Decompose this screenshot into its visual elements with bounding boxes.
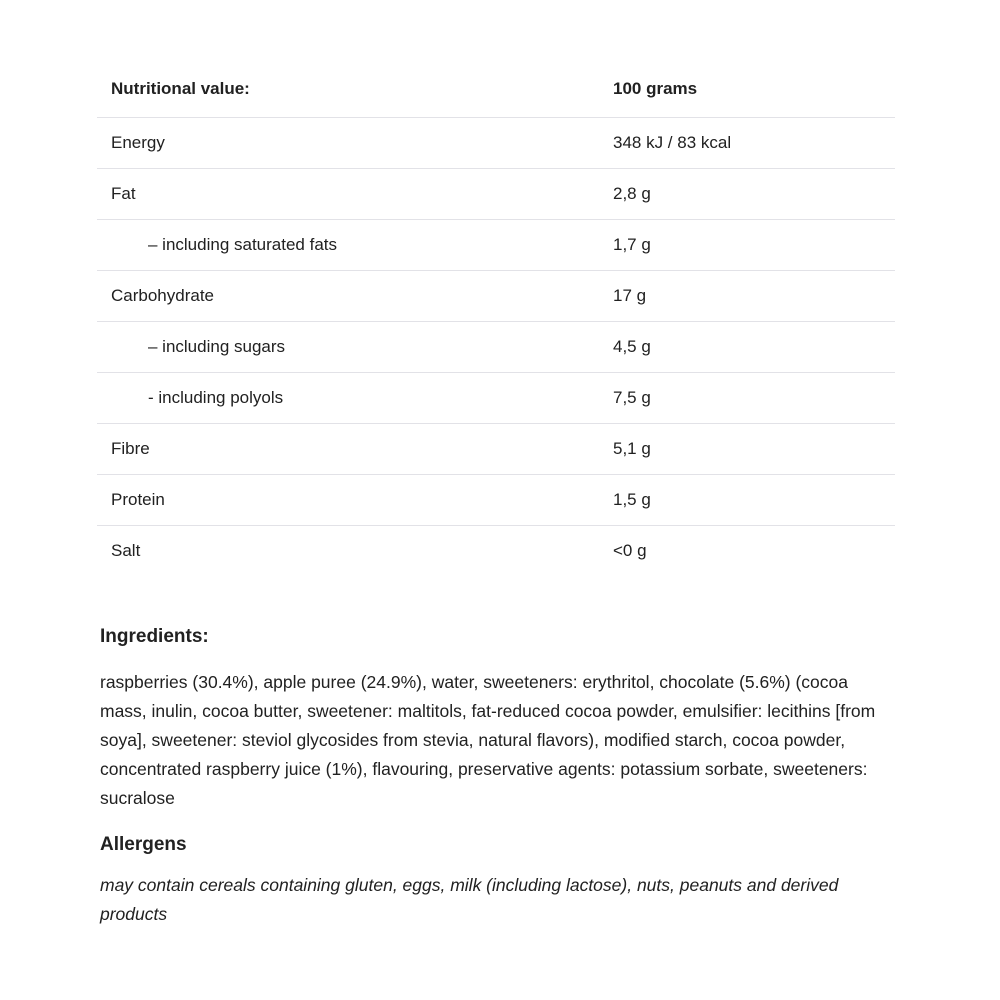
table-header-value: 100 grams [613,79,698,98]
row-value: 1,7 g [613,235,651,254]
table-row-energy [97,118,895,169]
row-label: – including sugars [148,337,286,356]
ingredients-section [100,626,890,813]
nutrition-info-page [97,75,895,929]
table-row-protein [97,475,895,526]
row-value: 2,8 g [613,184,651,203]
row-value: <0 g [613,541,647,560]
table-row-carbohydrate [97,271,895,322]
row-label: Energy [111,133,165,152]
table-row-sugars [97,322,895,373]
table-row-saturated-fats [97,220,895,271]
ingredients-text: raspberries (30.4%), apple puree (24.9%), water, sweeteners: erythritol, chocolate (5.6%) (cocoa mass, inulin, cocoa butter, sweetener: maltitols, fat-reduced cocoa powder, emulsifier: lecithins [from soya], sweetener: steviol glycosides from stevia, natural flavors), modified starch, cocoa powder, concentrated raspberry juice (1%), flavouring, preservative agents: potassium sorbate, sweeteners: sucralose [100,672,876,808]
table-row-fibre [97,424,895,475]
row-value: 7,5 g [613,388,651,407]
table-row-polyols [97,373,895,424]
text-sections [100,626,890,929]
allergens-section [100,834,890,929]
row-label: Fibre [111,439,150,458]
table-row-fat [97,169,895,220]
ingredients-title: Ingredients: [100,626,209,647]
row-value: 4,5 g [613,337,651,356]
row-value: 348 kJ / 83 kcal [613,133,732,152]
row-label: Protein [111,490,165,509]
row-value: 5,1 g [613,439,651,458]
allergens-title: Allergens [100,834,187,855]
row-label: – including saturated fats [148,235,338,254]
row-value: 1,5 g [613,490,651,509]
nutrition-table [97,75,895,576]
row-label: Carbohydrate [111,286,215,305]
allergens-text: may contain cereals containing gluten, eggs, milk (including lactose), nuts, peanuts and derived products [100,875,839,924]
row-value: 17 g [613,286,647,305]
table-row-salt [97,526,895,576]
row-label: Salt [111,541,141,560]
row-label: Fat [111,184,136,203]
table-header-row [97,75,895,118]
table-header-label: Nutritional value: [111,79,250,98]
row-label: - including polyols [148,388,284,407]
